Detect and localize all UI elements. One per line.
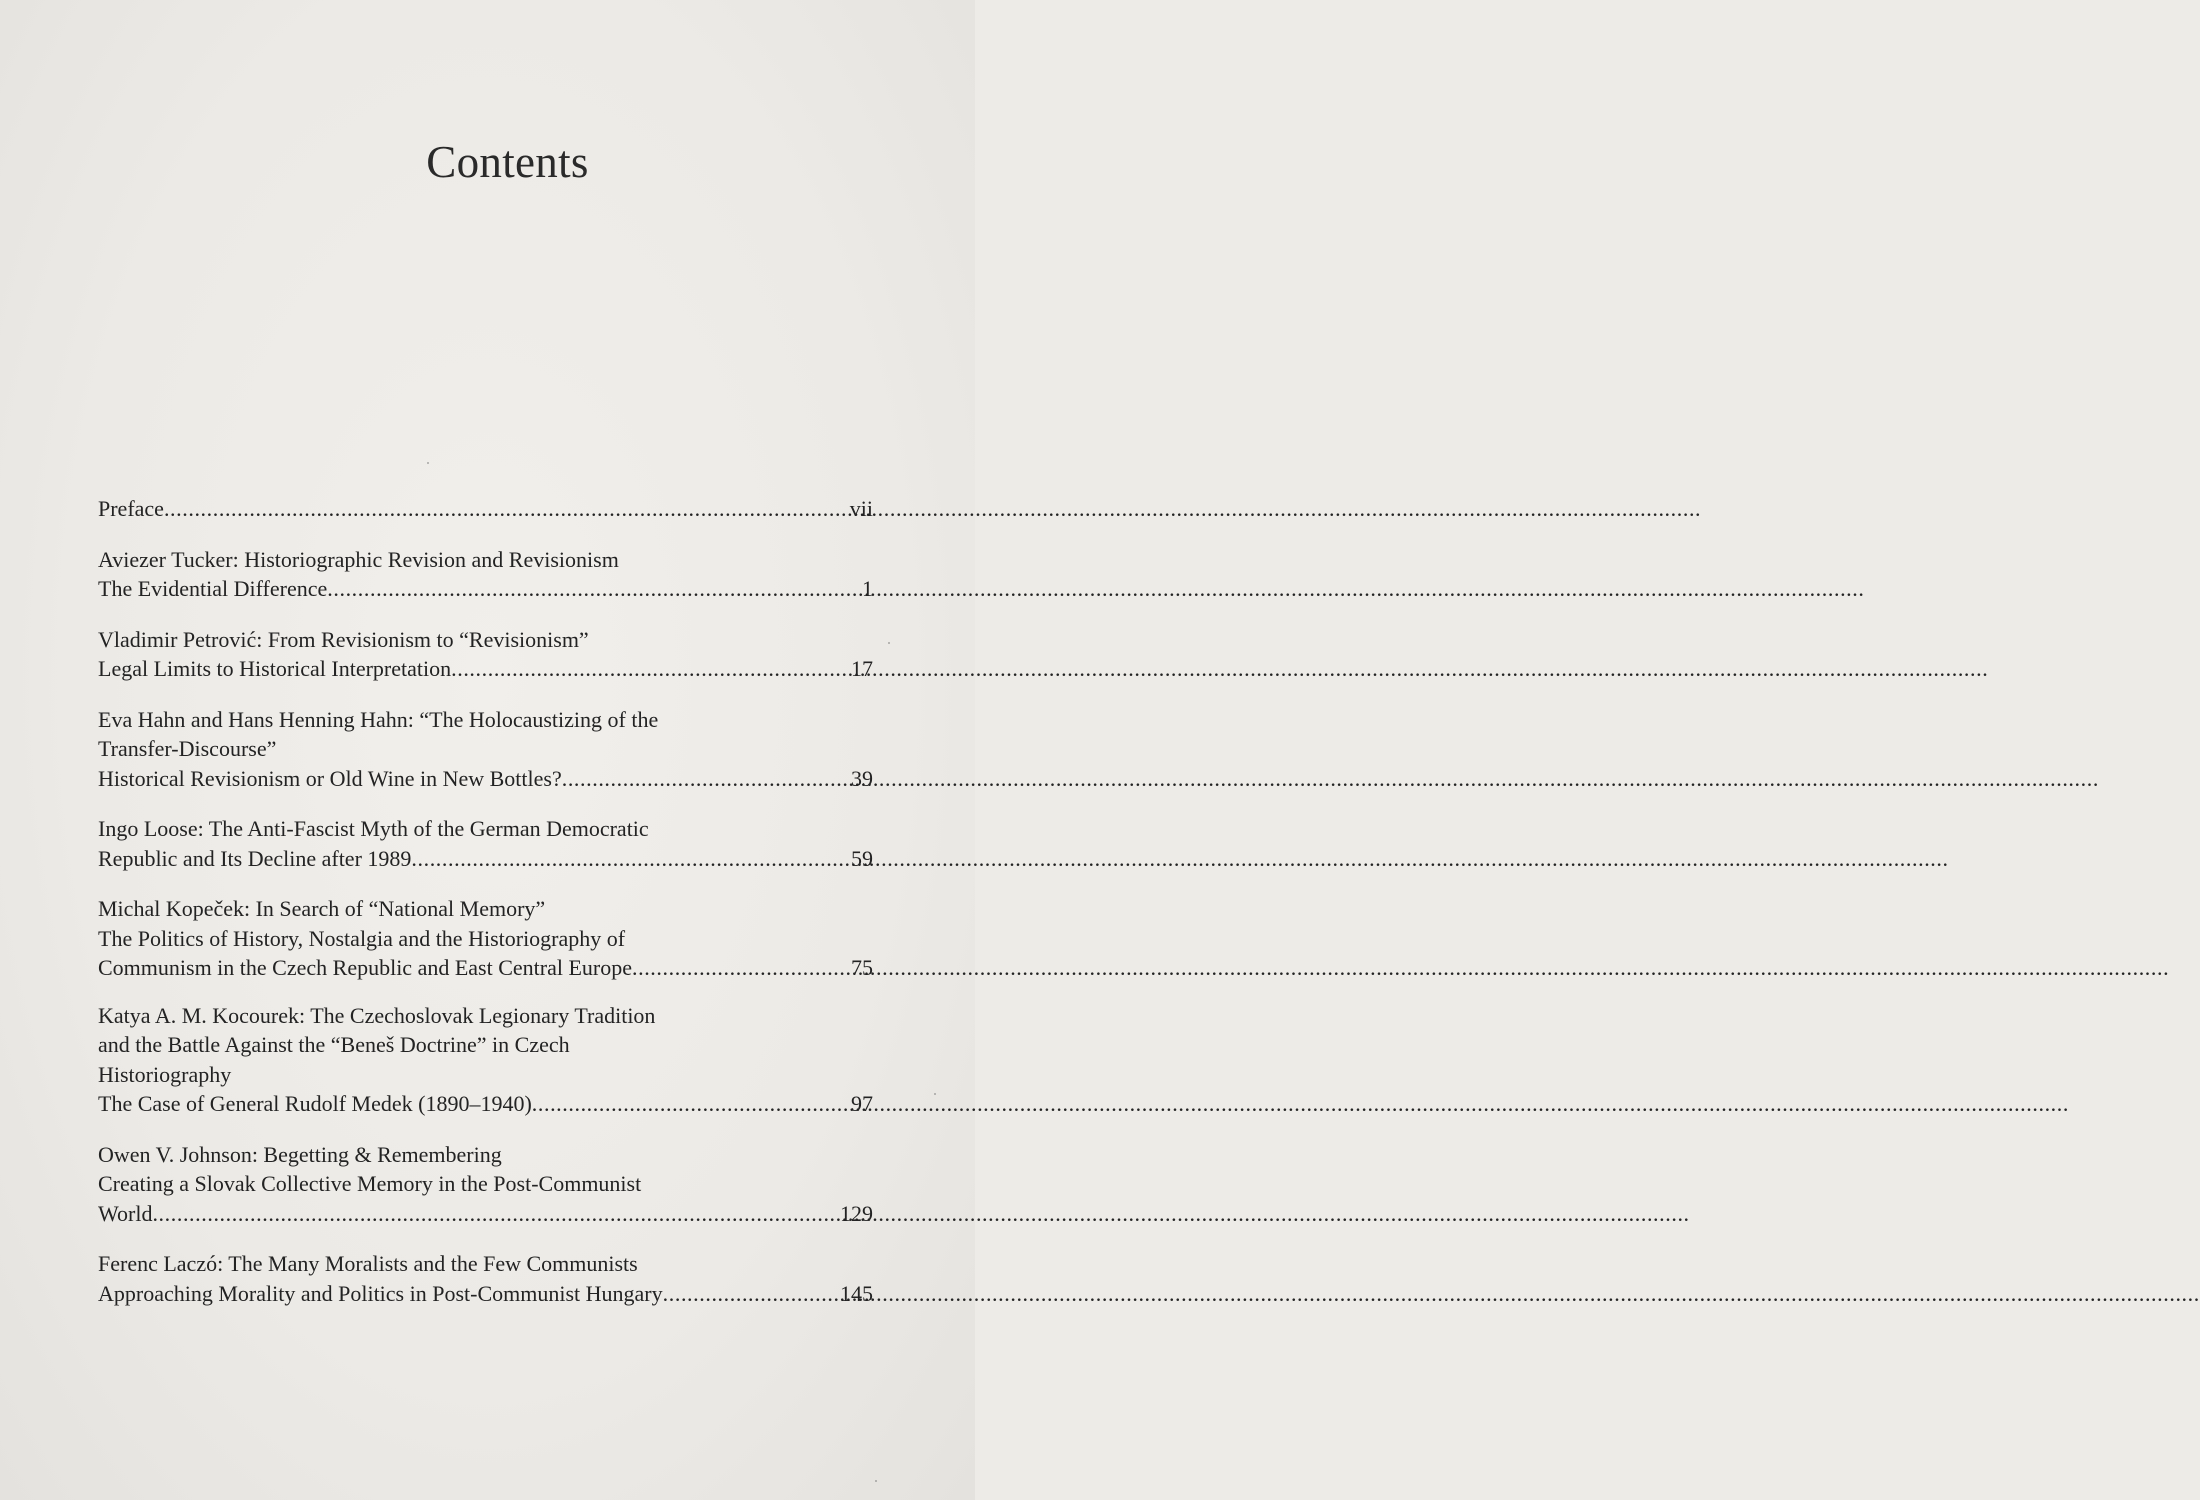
dot-leader: [562, 764, 817, 794]
toc-leader-line: [98, 844, 873, 874]
toc-page-number: 145: [840, 1280, 873, 1306]
toc-entry-subtitle: Approaching Morality and Politics in Post-Communist Hungary: [98, 1280, 663, 1306]
toc-page-number: 59: [851, 845, 873, 871]
toc-leader-line: [98, 1199, 873, 1229]
page-title: Contents: [426, 137, 589, 187]
toc-entry-subtitle: Creating a Slovak Collective Memory in the Post-Communist: [98, 1171, 642, 1196]
toc-page-number: 39: [851, 765, 873, 791]
toc-page-number: 97: [851, 1091, 873, 1116]
toc-entry-petrovic: [98, 625, 873, 684]
toc-leader-line: [98, 764, 873, 794]
dot-leader: [152, 1199, 817, 1229]
toc-entry-title: Preface: [98, 496, 164, 521]
toc-page-number: vii: [849, 496, 873, 521]
toc-page-number: 17: [851, 656, 873, 681]
toc-entry-tucker: [98, 545, 873, 604]
toc-entry-hahn: [98, 705, 873, 794]
toc-entry-preface: [98, 494, 873, 524]
paper-speck: [875, 1480, 877, 1482]
toc-entry-title-continued: Historiography: [98, 1061, 232, 1087]
toc-page-number: 75: [851, 955, 873, 980]
toc-page-number: 129: [840, 1200, 873, 1226]
toc-entry-loose: [98, 814, 873, 873]
toc-entry-johnson: [98, 1140, 873, 1229]
toc-entry-author-title: Michal Kopeček: In Search of “National Memory”: [98, 896, 546, 921]
paper-speck: [888, 642, 890, 644]
dot-leader: [327, 574, 817, 604]
toc-entry-author-title: Owen V. Johnson: Begetting & Remembering: [98, 1141, 502, 1167]
dot-leader: [164, 494, 817, 524]
toc-leader-line: [98, 654, 873, 684]
dot-leader: [532, 1089, 817, 1119]
dot-leader: [663, 1279, 817, 1309]
toc-leader-line: [98, 494, 873, 524]
toc-entry-laczo: [98, 1249, 873, 1308]
toc-entry-kocourek: [98, 1001, 873, 1119]
toc-page-number: 1: [862, 576, 873, 601]
toc-entry-title-continued: Republic and Its Decline after 1989: [98, 845, 412, 871]
toc-entry-author-title: Ferenc Laczó: The Many Moralists and the Few Communists: [98, 1251, 638, 1276]
toc-entry-subtitle: The Evidential Difference: [98, 576, 328, 601]
toc-entry-author-title: Katya A. M. Kocourek: The Czechoslovak Legionary Tradition: [98, 1002, 656, 1028]
toc-entry-subtitle: Legal Limits to Historical Interpretation: [98, 656, 452, 681]
toc-leader-line: [98, 574, 873, 604]
toc-entry-subtitle-continued: World: [98, 1200, 153, 1226]
toc-entry-title-continued: Transfer-Discourse”: [98, 736, 277, 761]
toc-entry-author-title: Ingo Loose: The Anti-Fascist Myth of the German Democratic: [98, 816, 649, 841]
dot-leader: [632, 953, 817, 983]
dot-leader: [411, 844, 817, 874]
toc-entry-author-title: Vladimir Petrović: From Revisionism to “Revisionism”: [98, 626, 589, 652]
toc-entry-title-continued: and the Battle Against the “Beneš Doctrine” in Czech: [98, 1032, 570, 1057]
toc-entry-subtitle: The Case of General Rudolf Medek (1890–1940): [98, 1091, 532, 1116]
toc-entry-kopecek: [98, 894, 873, 983]
table-of-contents: [98, 494, 873, 1329]
toc-leader-line: [98, 953, 873, 983]
book-page: [0, 0, 975, 1500]
toc-entry-author-title: Aviezer Tucker: Historiographic Revision and Revisionism: [98, 546, 619, 572]
toc-leader-line: [98, 1279, 873, 1309]
toc-leader-line: [98, 1089, 873, 1119]
toc-entry-author-title: Eva Hahn and Hans Henning Hahn: “The Holocaustizing of the: [98, 706, 659, 732]
paper-speck: [934, 1093, 936, 1095]
toc-entry-subtitle: Historical Revisionism or Old Wine in New Bottles?: [98, 765, 562, 791]
toc-entry-subtitle-continued: Communism in the Czech Republic and East Central Europe: [98, 955, 632, 980]
paper-speck: [427, 462, 429, 464]
toc-entry-subtitle: The Politics of History, Nostalgia and the Historiography of: [98, 925, 626, 951]
dot-leader: [451, 654, 817, 684]
